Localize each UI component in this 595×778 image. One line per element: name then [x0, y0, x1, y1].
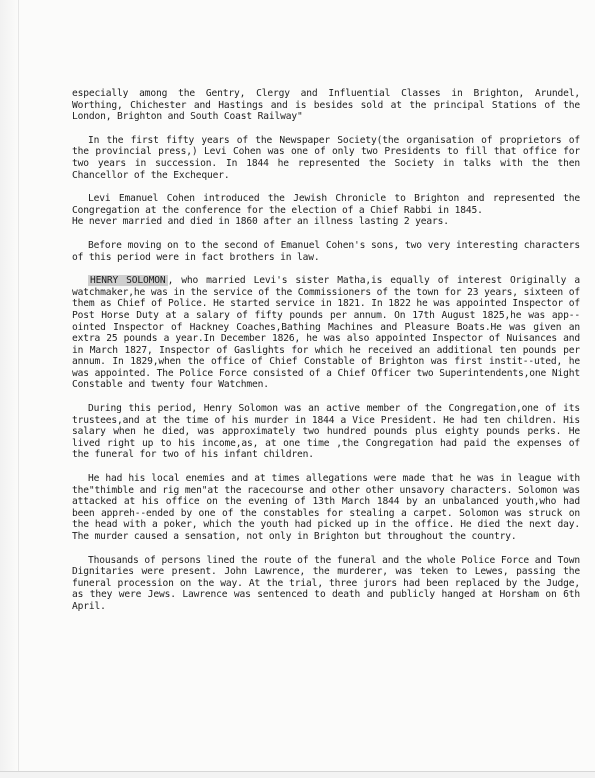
paragraph-4: Before moving on to the second of Emanuel Cohen's sons, two very interesting characters of this period were in fact brothers in law.	[72, 239, 580, 263]
paragraph-3: Levi Emanuel Cohen introduced the Jewish Chronicle to Brighton and represented the Congregation at the conference for the election of a Chief Rabbi in 1845.	[72, 193, 580, 216]
document-text	[72, 88, 580, 625]
paragraph-7: He had his local enemies and at times allegations were made that he was in league with the"thimble and rig men"at the racecourse and other other unsavory characters. Solomon was attacked at his office on the evening of 13th March 1844 by an unbalanced youth,who had been appreh--ended by one of the constables for stealing a carpet. Solomon was struck on the head with a poker, which the youth had picked up in the office. He died the next day. The murder caused a sensation, not only in Brighton but throughout the country.	[72, 473, 580, 542]
paragraph-1: especially among the Gentry, Clergy and Influential Classes in Brighton, Arundel, Worthing, Chichester and Hastings and is besides sold at the principal Stations of the London, Brighton and South Coast Railway"	[72, 88, 580, 123]
paragraph-6: During this period, Henry Solomon was an active member of the Congregation,one of its trustees,and at the time of his murder in 1844 a Vice President. He had ten children. His salary when he died, was approximately two hundred pounds plus eighty pounds perks. He lived right up to his income,as, at one time ,the Congregation had paid the expenses of the funeral for two of his infant children.	[72, 403, 580, 461]
page-margin-shadow	[0, 0, 19, 778]
highlighted-name: HENRY SOLOMON	[90, 275, 166, 287]
page-bottom-edge	[0, 771, 595, 778]
paragraph-5	[72, 275, 580, 391]
paragraph-8: Thousands of persons lined the route of the funeral and the whole Police Force and Town Dignitaries were present. John Lawrence, the murderer, was teken to Lewes, passing the funeral procession on the way. At the trial, three jurors had been replaced by the Judge, as they were Jews. Lawrence was sentenced to death and publicly hanged at Horsham on 6th April.	[72, 554, 580, 612]
paragraph-2: In the first fifty years of the Newspaper Society(the organisation of proprietors of the provincial press,) Levi Cohen was one of only two Presidents to fill that office for two years in succession. In 1844 he represented the Society in talks with the then Chancellor of the Exchequer.	[72, 134, 580, 181]
paragraph-3b: He never married and died in 1860 after an illness lasting 2 years.	[72, 216, 449, 228]
paragraph-5-text: , who married Levi's sister Matha,is equally of interest Originally a watchmaker,he was in the service of the Commissioners of the town for 23 years, sixteen of them as Chief of Police. He started service in 1821. In 1822 he was appointed Inspector of Post Horse Duty at a salary of fifty pounds per annum. On 17th August 1825,he was app--ointed Inspector of Hackney Coaches,Bathing Machines and Pleasure Boats.He was given an extra 25 pounds a year.In December 1826, he was also appointed Inspector of Nuisances and in March 1827, Inspector of Gaslights for which he received an additional ten pounds per annum. In 1829,when the office of Chief Constable of Brighton was first instit--uted, he was appointed. The Police Force consisted of a Chief Officer two Superintendents,one Night Constable and twenty four Watchmen.	[72, 275, 580, 391]
